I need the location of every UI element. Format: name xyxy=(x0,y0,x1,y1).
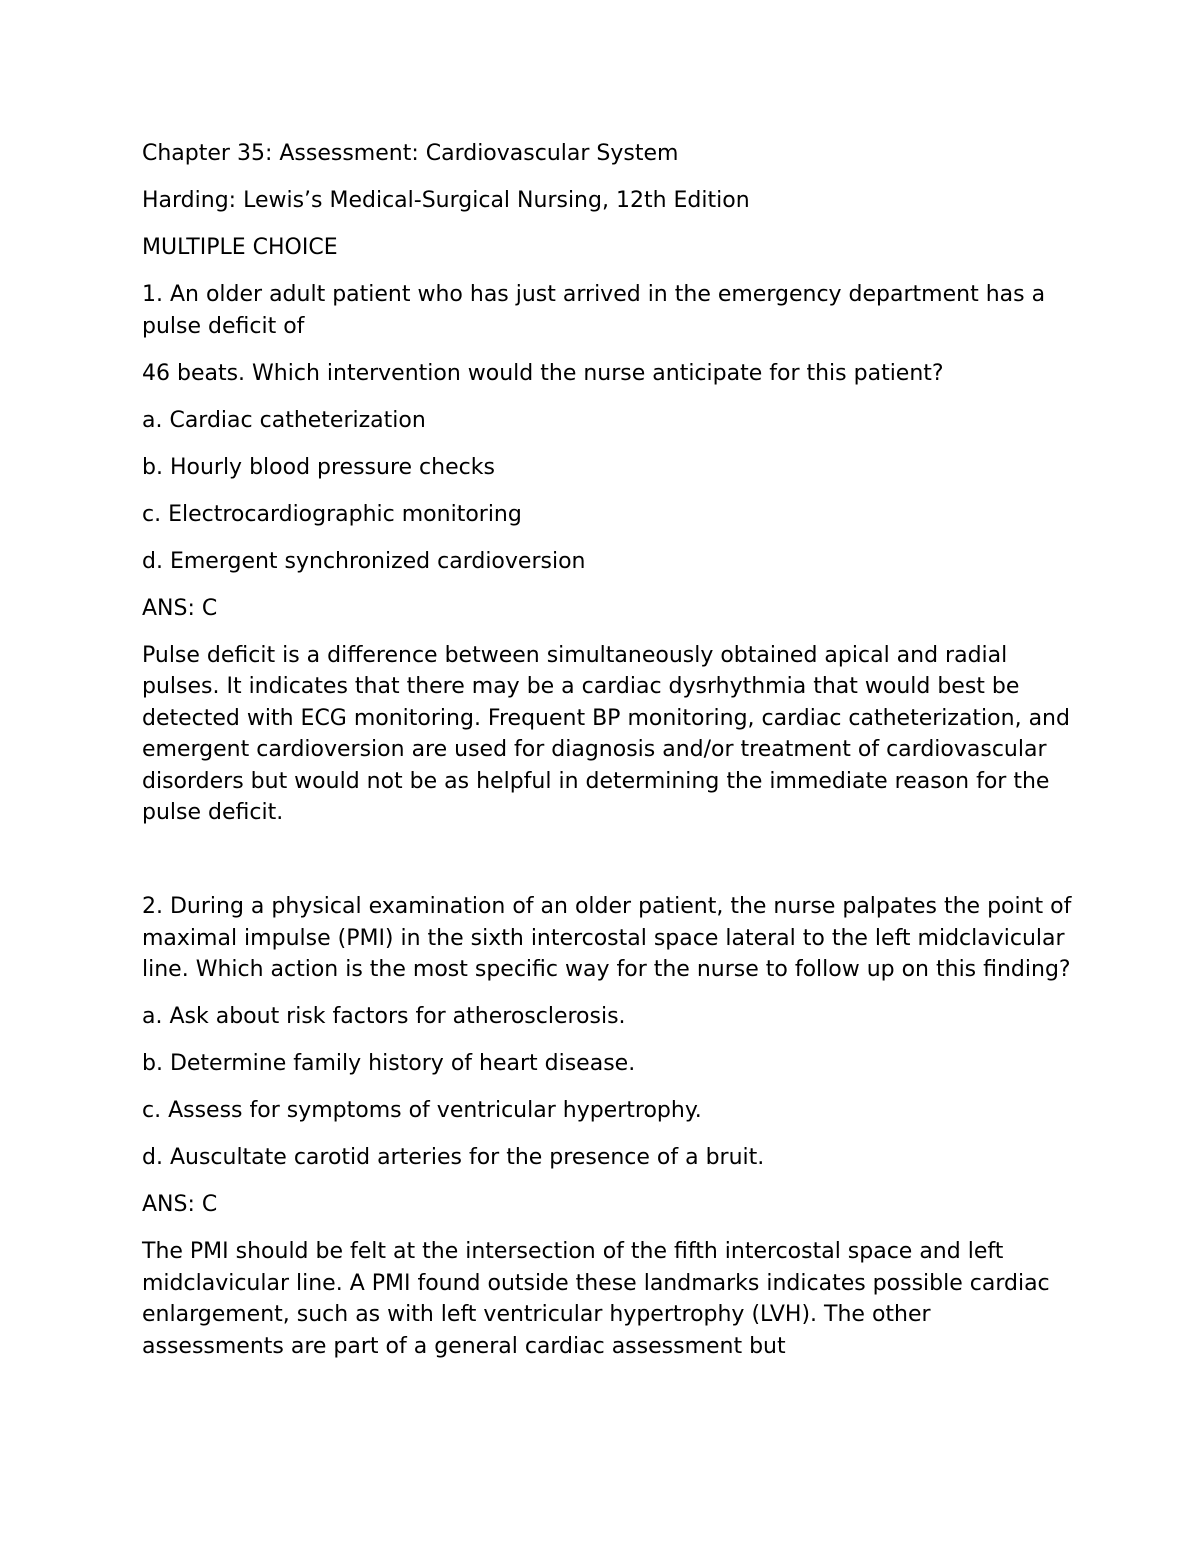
book-title: Harding: Lewis’s Medical-Surgical Nursing, 12th Edition xyxy=(142,188,750,213)
answer-option-c: c. Electrocardiographic monitoring xyxy=(142,501,522,527)
answer-option-b: b. Hourly blood pressure checks xyxy=(142,454,495,480)
question-2 xyxy=(142,891,1072,1362)
question-stem: 1. An older adult patient who has just arrived in the emergency department has a pulse deficit of xyxy=(142,282,1046,339)
chapter-title: Chapter 35: Assessment: Cardiovascular System xyxy=(142,141,679,166)
answer-option-a: a. Cardiac catheterization xyxy=(142,407,426,433)
question-1 xyxy=(142,279,1072,829)
question-stem-continued: 46 beats. Which intervention would the nurse anticipate for this patient? xyxy=(142,360,944,386)
rationale: The PMI should be felt at the intersection of the fifth intercostal space and left midclavicular line. A PMI found outside these landmarks indicates possible cardiac enlargement, such as with left ventricular hypertrophy (LVH). The other assessments are part of a general cardiac assessment but xyxy=(142,1239,1050,1359)
answer-option-d: d. Auscultate carotid arteries for the presence of a bruit. xyxy=(142,1145,765,1170)
answer-option-b: b. Determine family history of heart disease. xyxy=(142,1051,636,1076)
rationale: Pulse deficit is a difference between simultaneously obtained apical and radial pulses. It indicates that there may be a cardiac dysrhythmia that would best be detected with ECG monitoring. Frequent BP monitoring, cardiac catheterization, and emergent cardioversion are used for diagnosis and/or treatment of cardiovascular disorders but would not be as helpful in determining the immediate reason for the pulse deficit. xyxy=(142,642,1070,825)
question-stem: 2. During a physical examination of an older patient, the nurse palpates the point of maximal impulse (PMI) in the sixth intercostal space lateral to the left midclavicular line. Which action is the most specific way for the nurse to follow up on this finding? xyxy=(142,894,1072,982)
document-page xyxy=(142,138,1072,1378)
answer-key: ANS: C xyxy=(142,595,218,621)
answer-key: ANS: C xyxy=(142,1192,218,1217)
answer-option-a: a. Ask about risk factors for atherosclerosis. xyxy=(142,1004,626,1029)
section-heading: MULTIPLE CHOICE xyxy=(142,235,338,260)
spacer xyxy=(142,844,1072,891)
answer-option-d: d. Emergent synchronized cardioversion xyxy=(142,548,586,574)
answer-option-c: c. Assess for symptoms of ventricular hypertrophy. xyxy=(142,1098,702,1123)
